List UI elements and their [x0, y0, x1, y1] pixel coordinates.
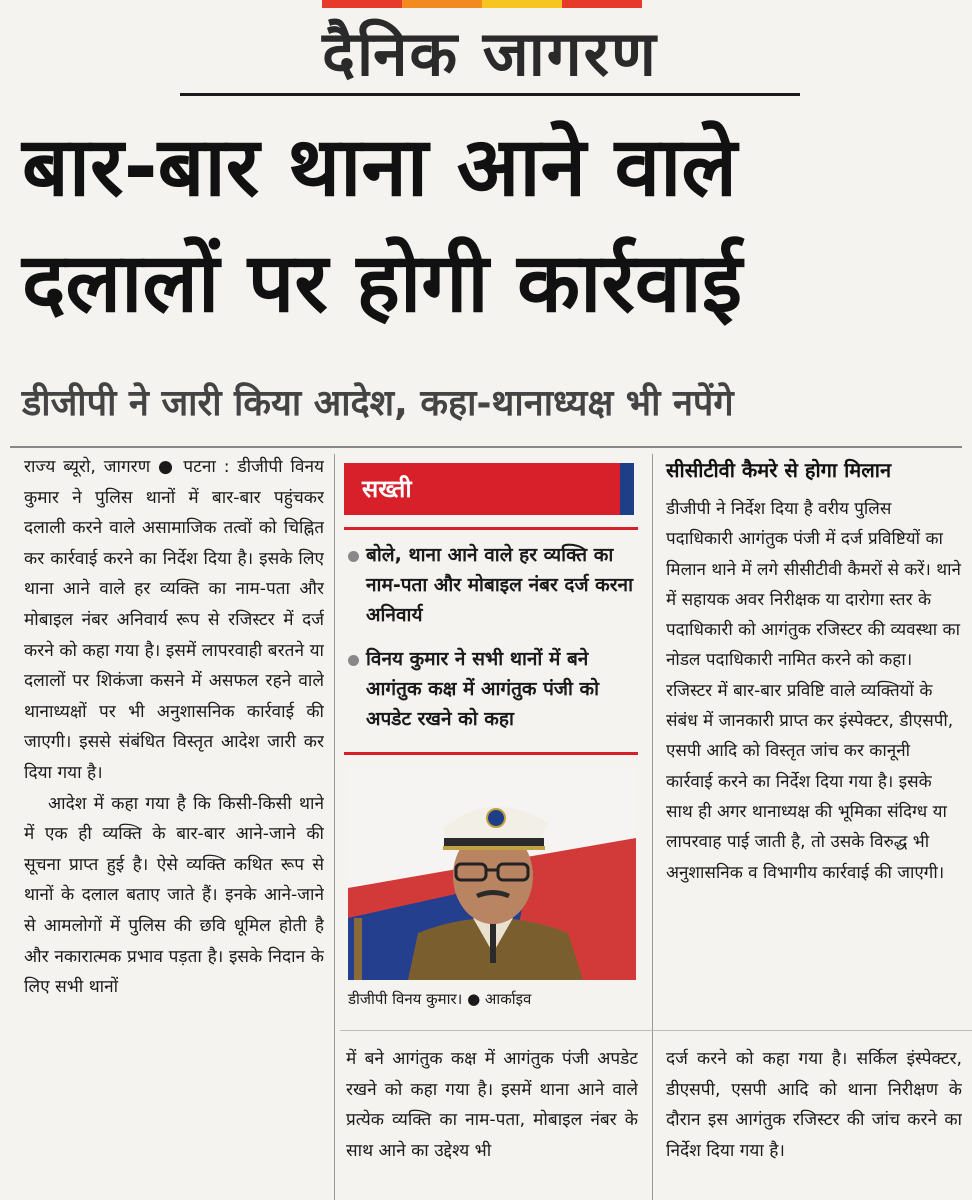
dgp-photo [348, 768, 636, 980]
middle-paragraph: में बने आगंतुक कक्ष में आगंतुक पंजी अपडेट रखने को कहा गया है। इसमें थाना आने वाले प्रत्येक व्यक्ति का नाम-पता, मोबाइल नंबर के साथ आने का उद्देश्य भी [346, 1049, 638, 1161]
right-paragraph: डीजीपी ने निर्देश दिया है वरीय पुलिस पदाधिकारी आगंतुक पंजी में दर्ज प्रविष्टियों का मिलान थाने में लगे सीसीटीवी कैमरों से करें। थाने में सहायक अवर निरीक्षक या दारोगा स्तर के पदाधिकारी को आगंतुक रजिस्टर की व्यवस्था का नोडल पदाधिकारी नामित करने को कहा। रजिस्टर में बार-बार प्रविष्टि वाले व्यक्तियों के संबंध में जानकारी प्राप्त कर इंस्पेक्टर, डीएसपी, एसपी आदि को विस्तृत जांच कर कानूनी कार्रवाई करने का निर्देश दिया गया है। इसके साथ ही अगर थानाध्यक्ष की भूमिका संदिग्ध या लापरवाह पाई जाती है, तो उसके विरुद्ध भी अनुशासनिक व विभागीय कार्रवाई की जाएगी। [666, 499, 961, 883]
headline-line-2: दलालों पर होगी कार्रवाई [22, 236, 742, 331]
sakhti-box-title [344, 463, 634, 515]
bullet-item [348, 540, 638, 630]
bullet-text: बोले, थाना आने वाले हर व्यक्ति का नाम-पता और मोबाइल नंबर दर्ज करना अनिवार्य [366, 544, 633, 626]
left-column [24, 452, 324, 1200]
right-column-continuation [666, 1044, 962, 1200]
left-paragraph-2: आदेश में कहा गया है कि किसी-किसी थाने में एक ही व्यक्ति के बार-बार आने-जाने की सूचना प्राप्त हुई है। ऐसे व्यक्ति कथित रूप से थानों के दलाल बताए जाते हैं। इनके आने-जाने से आमलोगों में पुलिस की छवि धूमिल होती है और नकारात्मक प्रभाव पड़ता है। इसके निदान के लिए सभी थानों [24, 793, 324, 998]
headline-divider [10, 446, 962, 448]
bullet-dot-icon [348, 655, 359, 666]
box-title-text: सख्ती [362, 475, 412, 503]
box-title-accent [620, 463, 634, 515]
right-column [666, 494, 962, 1024]
subheadline: डीजीपी ने जारी किया आदेश, कहा-थानाध्यक्ष भी नपेंगे [22, 383, 734, 424]
bullet-item [348, 644, 638, 734]
headline-line-1: बार-बार थाना आने वाले [22, 120, 737, 215]
color-strip [0, 0, 972, 10]
left-paragraph-1: राज्य ब्यूरो, जागरण ● पटना : डीजीपी विनय कुमार ने पुलिस थानों में बार-बार पहुंचकर दलाली करने वाले असामाजिक तत्वों को चिह्नित कर कार्रवाई करने का निर्देश दिया है। इसके लिए थाना आने वाले हर व्यक्ति का नाम-पता और मोबाइल नंबर अनिवार्य रूप से रजिस्टर में दर्ज करने को कहा गया है। इसमें लापरवाही बरतने या दलालों पर शिकंजा कसने में असफल रहने वाले थानाध्यक्षों पर भी अनुशासनिक कार्रवाई की जाएगी। इससे संबंधित विस्तृत आदेश जारी कर दिया गया है। [24, 457, 324, 783]
bullet-dot-icon [348, 551, 359, 562]
right-column-heading: सीसीटीवी कैमरे से होगा मिलान [666, 458, 892, 482]
column-rule-left [334, 454, 335, 1200]
bullet-text: विनय कुमार ने सभी थानों में बने आगंतुक कक्ष में आगंतुक पंजी को अपडेट रखने को कहा [366, 648, 600, 730]
masthead: दैनिक जागरण [322, 17, 658, 90]
box-bullets [348, 540, 638, 748]
masthead-rule [180, 93, 800, 96]
box-rule-bottom [344, 752, 638, 755]
lower-section-rule [340, 1030, 972, 1031]
right-continuation-paragraph: दर्ज करने को कहा गया है। सर्किल इंस्पेक्टर, डीएसपी, एसपी आदि को थाना निरीक्षण के दौरान इस आगंतुक रजिस्टर की जांच करने का निर्देश दिया गया है। [666, 1049, 962, 1161]
column-rule-right [652, 454, 653, 1200]
middle-column-continuation [346, 1044, 638, 1200]
photo-caption: डीजीपी विनय कुमार। ● आर्काइव [348, 990, 532, 1008]
box-rule-top [344, 527, 638, 530]
